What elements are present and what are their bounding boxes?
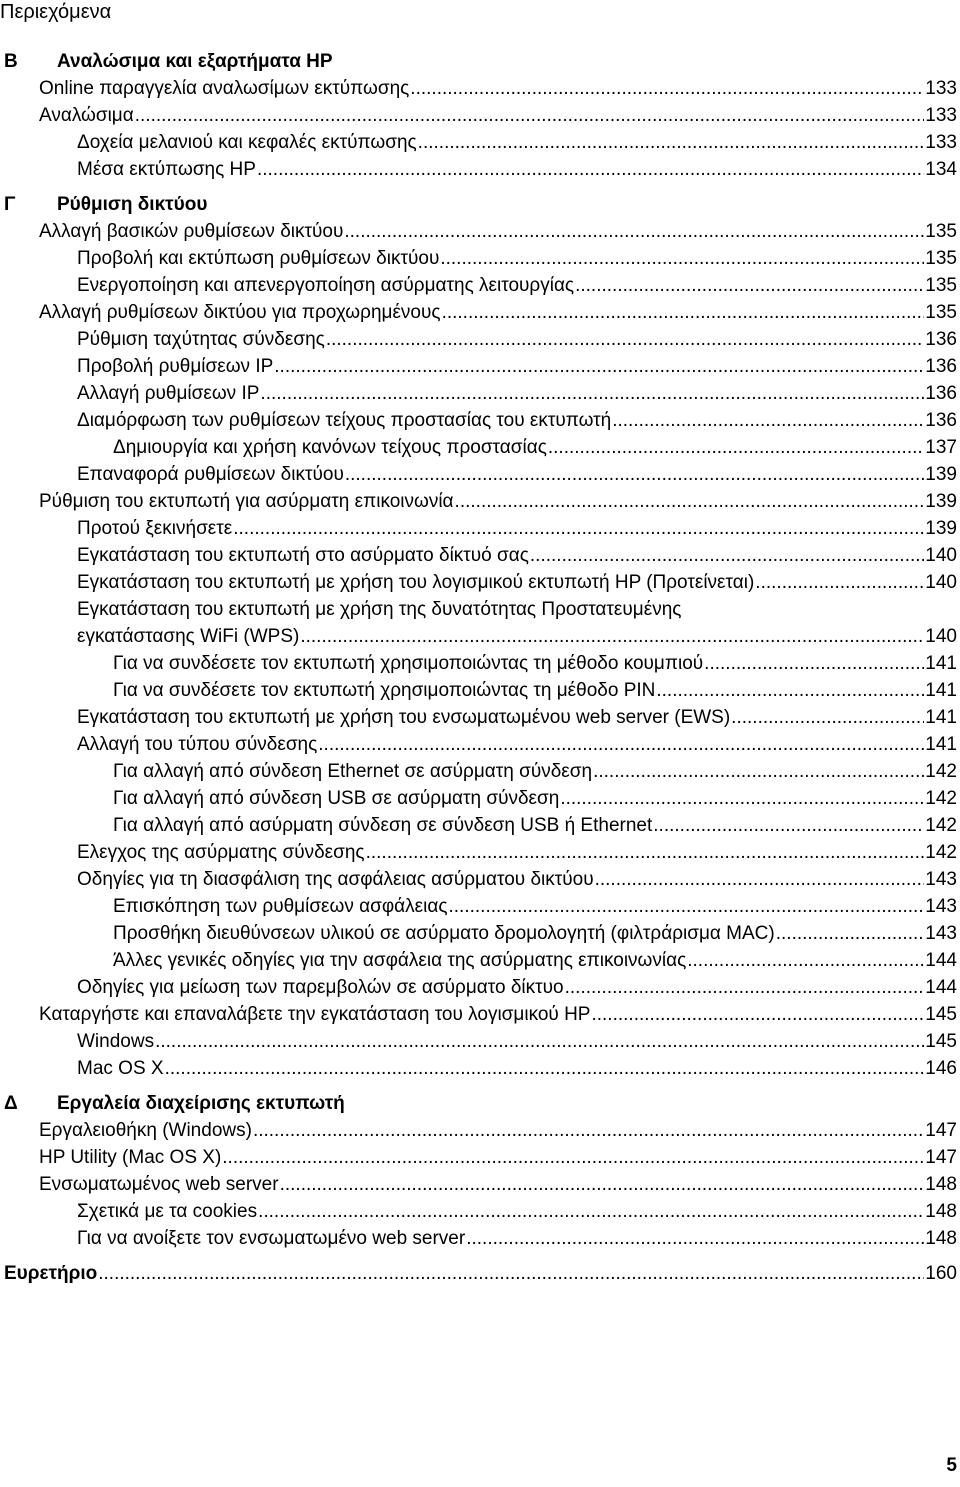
dot-leader: [258, 1198, 924, 1225]
toc-entry-text: Οδηγίες για τη διασφάλιση της ασφάλειας ασύρματου δικτύου: [77, 869, 594, 890]
toc-entry-text: Mac OS X: [77, 1058, 164, 1079]
toc-entry-text: Σχετικά με τα cookies: [77, 1201, 258, 1222]
toc-entry[interactable]: [0, 353, 960, 380]
toc-entry-text: Αλλαγή βασικών ρυθμίσεων δικτύου: [39, 221, 344, 242]
toc-entry[interactable]: [0, 1028, 960, 1055]
toc-page-number: 142: [925, 761, 957, 782]
dot-leader: [442, 299, 925, 326]
toc-entry[interactable]: [0, 650, 960, 677]
toc-entry[interactable]: [0, 974, 960, 1001]
section-title: Αναλώσιμα και εξαρτήματα HP: [57, 51, 333, 72]
toc-entry[interactable]: [0, 1198, 960, 1225]
toc-entry[interactable]: [0, 569, 960, 596]
page-title: Περιεχόμενα: [0, 1, 112, 23]
toc-page-number: 139: [925, 518, 957, 539]
toc-page-number: 145: [925, 1004, 957, 1025]
toc-page-number: 148: [925, 1201, 957, 1222]
dot-leader: [656, 677, 924, 704]
toc-entry-text: Επαναφορά ρυθμίσεων δικτύου: [77, 464, 344, 485]
toc-page-number: 136: [925, 356, 957, 377]
toc-entry[interactable]: [0, 299, 960, 326]
toc-entry-text: HP Utility (Mac OS X): [39, 1147, 222, 1168]
toc-entry-text: Ρύθμιση ταχύτητας σύνδεσης: [77, 329, 325, 350]
dot-leader: [565, 974, 925, 1001]
toc-entry-text: Δοχεία μελανιού και κεφαλές εκτύπωσης: [77, 132, 417, 153]
toc-page-number: 139: [925, 464, 957, 485]
toc-entry[interactable]: [0, 129, 960, 156]
toc-entry[interactable]: [0, 461, 960, 488]
dot-leader: [274, 353, 924, 380]
toc-page-number: 133: [925, 105, 957, 126]
toc-entry[interactable]: [0, 245, 960, 272]
toc-entry-text: Εγκατάσταση του εκτυπωτή με χρήση του ενσωματωμένου web server (EWS): [77, 707, 731, 728]
toc-page-number: 143: [925, 869, 957, 890]
toc-entry[interactable]: [0, 1144, 960, 1171]
dot-leader: [455, 488, 925, 515]
toc-page-number: 140: [925, 572, 957, 593]
toc-entry-text: εγκατάστασης WiFi (WPS): [77, 626, 300, 647]
dot-leader: [755, 569, 924, 596]
toc-entry-text: Windows: [77, 1031, 155, 1052]
dot-leader: [165, 1055, 925, 1082]
dot-leader: [593, 758, 924, 785]
toc-page-number: 143: [925, 923, 957, 944]
dot-leader: [612, 407, 924, 434]
toc-entry[interactable]: [0, 731, 960, 758]
dot-leader: [704, 650, 924, 677]
toc-page-number: 142: [925, 842, 957, 863]
toc-entry-text: Καταργήστε και επαναλάβετε την εγκατάσταση του λογισμικού HP: [39, 1004, 591, 1025]
toc-entry-text: Για αλλαγή από σύνδεση Ethernet σε ασύρματη σύνδεση: [113, 761, 593, 782]
dot-leader: [155, 1028, 924, 1055]
toc-page-number: 140: [925, 626, 957, 647]
toc-page-number: 136: [925, 410, 957, 431]
toc-entry-text: Οδηγίες για μείωση των παρεμβολών σε ασύρματο δίκτυο: [77, 977, 564, 998]
dot-leader: [560, 785, 924, 812]
toc-entry[interactable]: [0, 812, 960, 839]
index-title: Ευρετήριο: [4, 1263, 98, 1284]
toc-entry-text: Μέσα εκτύπωσης HP: [77, 159, 256, 180]
toc-page-number: 140: [925, 545, 957, 566]
toc-entry-text: Ρύθμιση του εκτυπωτή για ασύρματη επικοινωνία: [39, 491, 454, 512]
toc-page-number: 148: [925, 1228, 957, 1249]
toc-entry-text: Διαμόρφωση των ρυθμίσεων τείχους προστασίας του εκτυπωτή: [77, 410, 612, 431]
dot-leader: [257, 156, 924, 183]
toc-entry[interactable]: [0, 1171, 960, 1198]
toc-page-number: 147: [925, 1147, 957, 1168]
toc-entry[interactable]: [0, 156, 960, 183]
toc-entry-text: Για να συνδέσετε τον εκτυπωτή χρησιμοποιώντας τη μέθοδο κουμπιού: [113, 653, 704, 674]
toc-entry-text: Για αλλαγή από ασύρματη σύνδεση σε σύνδεση USB ή Ethernet: [113, 815, 653, 836]
section-title: Εργαλεία διαχείρισης εκτυπωτή: [57, 1093, 345, 1114]
toc-page-number: 144: [925, 977, 957, 998]
toc-entry[interactable]: [0, 947, 960, 974]
toc-section-heading[interactable]: [0, 1090, 960, 1117]
toc-entry-text: Προτού ξεκινήσετε: [77, 518, 233, 539]
toc-page-number: 141: [925, 707, 957, 728]
dot-leader: [548, 434, 924, 461]
dot-leader: [135, 102, 925, 129]
toc-entry[interactable]: [0, 785, 960, 812]
toc-page-number: 136: [925, 383, 957, 404]
toc-page-number: 145: [925, 1031, 957, 1052]
toc-entry[interactable]: [0, 434, 960, 461]
toc-page-number: 141: [925, 680, 957, 701]
dot-leader: [595, 866, 925, 893]
dot-leader: [653, 812, 924, 839]
toc-section-heading[interactable]: [0, 48, 960, 75]
toc-entry-text: Για να συνδέσετε τον εκτυπωτή χρησιμοποιώντας τη μέθοδο PIN: [113, 680, 656, 701]
section-title: Ρύθμιση δικτύου: [57, 194, 208, 215]
section-letter: Γ: [4, 194, 16, 215]
toc-entry-text: Δημιουργία και χρήση κανόνων τείχους προστασίας: [113, 437, 547, 458]
toc-page-number: 133: [925, 78, 957, 99]
dot-leader: [449, 893, 925, 920]
toc-entry[interactable]: [0, 1001, 960, 1028]
dot-leader: [575, 272, 924, 299]
dot-leader: [233, 515, 924, 542]
dot-leader: [687, 947, 924, 974]
toc-entry[interactable]: [0, 758, 960, 785]
table-of-contents: [0, 48, 960, 1287]
toc-page-number: 148: [925, 1174, 957, 1195]
dot-leader: [418, 129, 925, 156]
toc-page-number: 143: [925, 896, 957, 917]
dot-leader: [222, 1144, 924, 1171]
toc-page-number: 146: [925, 1058, 957, 1079]
toc-entry[interactable]: [0, 1055, 960, 1082]
toc-entry-text: Προσθήκη διευθύνσεων υλικού σε ασύρματο δρομολογητή (φιλτράρισμα MAC): [113, 923, 775, 944]
toc-page-number: 142: [925, 788, 957, 809]
toc-entry[interactable]: [0, 380, 960, 407]
dot-leader: [410, 75, 924, 102]
toc-entry[interactable]: [0, 488, 960, 515]
toc-entry-text: Αλλαγή του τύπου σύνδεσης: [77, 734, 318, 755]
toc-page-number: 136: [925, 329, 957, 350]
toc-page-number: 160: [925, 1263, 957, 1284]
dot-leader: [776, 920, 925, 947]
toc-page-number: 135: [925, 221, 957, 242]
toc-entry-text: Προβολή ρυθμίσεων IP: [77, 356, 274, 377]
toc-page-number: 142: [925, 815, 957, 836]
toc-entry[interactable]: [0, 1225, 960, 1252]
toc-entry-text: Προβολή και εκτύπωση ρυθμίσεων δικτύου: [77, 248, 440, 269]
toc-entry[interactable]: [0, 866, 960, 893]
toc-entry-text: Εγκατάσταση του εκτυπωτή με χρήση της δυνατότητας Προστατευμένης: [77, 599, 682, 620]
toc-entry[interactable]: [0, 920, 960, 947]
dot-leader: [253, 1117, 924, 1144]
toc-page-number: 141: [925, 734, 957, 755]
dot-leader: [326, 326, 924, 353]
toc-entry[interactable]: [0, 326, 960, 353]
toc-entry[interactable]: [0, 893, 960, 920]
dot-leader: [344, 218, 924, 245]
toc-entry-text: Άλλες γενικές οδηγίες για την ασφάλεια της ασύρματης επικοινωνίας: [113, 950, 687, 971]
toc-entry-text: Ενεργοποίηση και απενεργοποίηση ασύρματης λειτουργίας: [77, 275, 575, 296]
dot-leader: [591, 1001, 924, 1028]
toc-entry-text: Επισκόπηση των ρυθμίσεων ασφάλειας: [113, 896, 448, 917]
toc-entry[interactable]: [0, 407, 960, 434]
toc-entry[interactable]: [0, 218, 960, 245]
toc-entry[interactable]: [0, 1117, 960, 1144]
toc-entry[interactable]: [0, 515, 960, 542]
section-letter: Δ: [4, 1093, 18, 1114]
dot-leader: [440, 245, 924, 272]
dot-leader: [280, 1171, 925, 1198]
toc-entry[interactable]: [0, 596, 960, 623]
toc-entry-text: Εγκατάσταση του εκτυπωτή με χρήση του λογισμικού εκτυπωτή HP (Προτείνεται): [77, 572, 755, 593]
toc-entry[interactable]: [0, 75, 960, 102]
toc-page-number: 141: [925, 653, 957, 674]
toc-entry-text: Εργαλειοθήκη (Windows): [39, 1120, 252, 1141]
toc-entry-text: Εγκατάσταση του εκτυπωτή στο ασύρματο δίκτυό σας: [77, 545, 529, 566]
dot-leader: [366, 839, 925, 866]
dot-leader: [345, 461, 924, 488]
dot-leader: [300, 623, 924, 650]
toc-entry-text: Online παραγγελία αναλωσίμων εκτύπωσης: [39, 78, 410, 99]
toc-entry-text: Αλλαγή ρυθμίσεων IP: [77, 383, 260, 404]
toc-page-number: 134: [925, 159, 957, 180]
dot-leader: [530, 542, 924, 569]
page-number: 5: [946, 1455, 957, 1476]
toc-page-number: 135: [925, 275, 957, 296]
toc-page-number: 135: [925, 248, 957, 269]
toc-page-number: 137: [925, 437, 957, 458]
toc-entry-text: Αναλώσιμα: [39, 105, 134, 126]
toc-entry[interactable]: [0, 704, 960, 731]
toc-page-number: 144: [925, 950, 957, 971]
toc-page-number: 133: [925, 132, 957, 153]
toc-page-number: 147: [925, 1120, 957, 1141]
toc-entry-text: Ενσωματωμένος web server: [39, 1174, 279, 1195]
toc-entry[interactable]: [0, 102, 960, 129]
toc-entry[interactable]: [0, 677, 960, 704]
dot-leader: [731, 704, 924, 731]
toc-entry-text: Αλλαγή ρυθμίσεων δικτύου για προχωρημένους: [39, 302, 441, 323]
toc-entry-text: Για αλλαγή από σύνδεση USB σε ασύρματη σύνδεση: [113, 788, 560, 809]
toc-page-number: 139: [925, 491, 957, 512]
toc-entry[interactable]: [0, 839, 960, 866]
toc-entry-continuation[interactable]: [0, 623, 960, 650]
toc-entry-text: Ελεγχος της ασύρματης σύνδεσης: [77, 842, 365, 863]
dot-leader: [98, 1260, 924, 1287]
toc-entry[interactable]: [0, 272, 960, 299]
toc-page-number: 135: [925, 302, 957, 323]
toc-section-heading[interactable]: [0, 191, 960, 218]
section-letter: Β: [4, 51, 18, 72]
dot-leader: [260, 380, 924, 407]
toc-entry-text: Για να ανοίξετε τον ενσωματωμένο web server: [77, 1228, 466, 1249]
dot-leader: [318, 731, 924, 758]
toc-entry[interactable]: [0, 542, 960, 569]
dot-leader: [466, 1225, 924, 1252]
toc-index-entry[interactable]: [0, 1260, 960, 1287]
